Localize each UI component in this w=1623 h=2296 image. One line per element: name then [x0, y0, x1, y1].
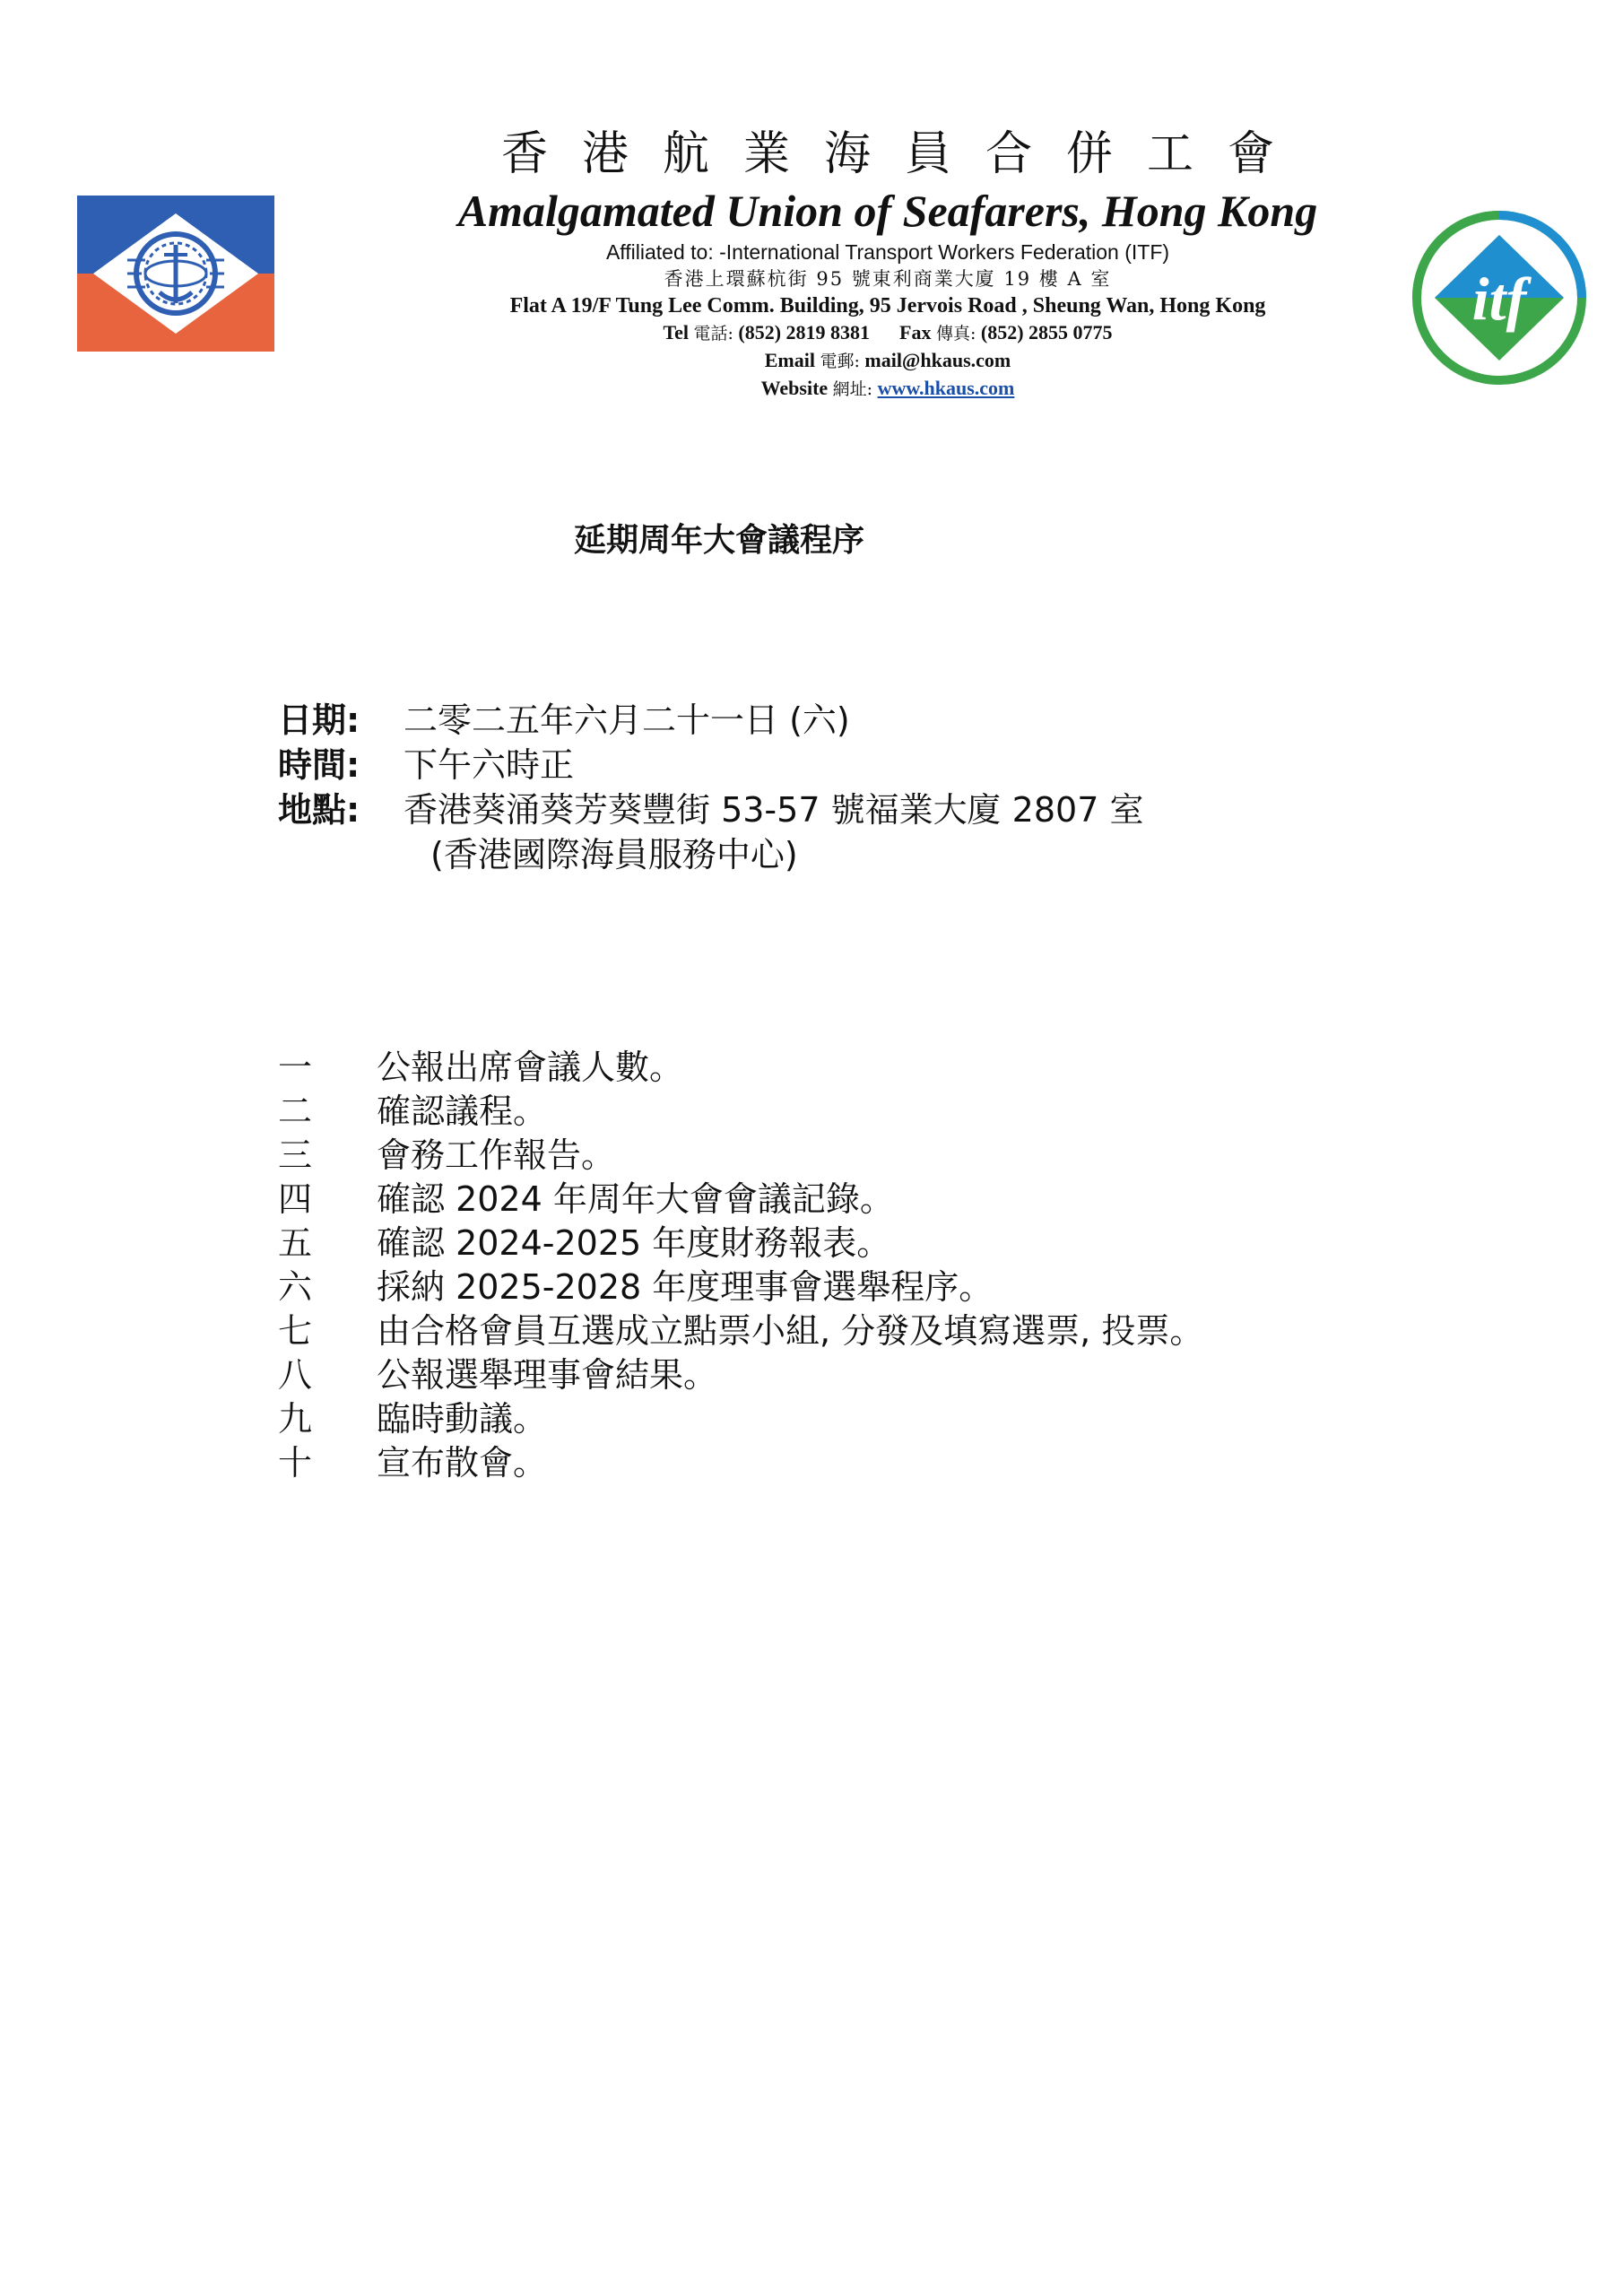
org-name-zh: 香港航業海員合併工會 [500, 127, 1308, 181]
agenda-number: 二 [278, 1091, 313, 1131]
venue-value: 香港葵涌葵芳葵豐街 53-57 號福業大廈 2807 室 [404, 790, 1144, 830]
document-title: 延期周年大會議程序 [574, 522, 865, 559]
agenda-number: 八 [278, 1355, 313, 1395]
agenda-text: 公報出席會議人數。 [377, 1048, 684, 1087]
meeting-info [278, 698, 1143, 877]
agenda-text: 由合格會員互選成立點票小組, 分發及填寫選票, 投票。 [377, 1311, 1204, 1351]
date-value: 二零二五年六月二十一日 (六) [404, 700, 850, 740]
website-link[interactable]: www.hkaus.com [877, 377, 1015, 399]
time-value: 下午六時正 [404, 745, 575, 785]
agenda-text: 會務工作報告。 [377, 1135, 616, 1175]
agenda-text: 確認 2024-2025 年度財務報表。 [377, 1223, 891, 1263]
agenda-text: 採納 2025-2028 年度理事會選舉程序。 [377, 1267, 994, 1307]
tel-label-zh: 電話: [693, 324, 733, 344]
website-line [377, 375, 1399, 403]
venue-row [278, 787, 1143, 832]
date-row [278, 698, 1143, 743]
fax-label-zh: 傳真: [935, 324, 976, 344]
agenda-list [278, 1046, 1203, 1485]
email-address: mail@hkaus.com [864, 349, 1011, 371]
agenda-item [278, 1441, 1203, 1485]
agenda-item [278, 1309, 1203, 1353]
agenda-text: 公報選舉理事會結果。 [377, 1355, 718, 1395]
letterhead [377, 126, 1399, 403]
tel-number: (852) 2819 8381 [738, 321, 871, 344]
agenda-item [278, 1178, 1203, 1222]
venue-note: (香港國際海員服務中心) [430, 835, 798, 874]
email-label: Email [764, 349, 815, 371]
time-label: 時間: [278, 745, 360, 785]
fax-label: Fax [899, 321, 932, 344]
agenda-text: 宣布散會。 [377, 1443, 548, 1483]
agenda-item [278, 1090, 1203, 1134]
agenda-number: 七 [278, 1311, 313, 1351]
email-label-zh: 電郵: [820, 352, 860, 371]
website-label: Website [760, 377, 829, 399]
tel-label: Tel [663, 321, 689, 344]
agenda-item [278, 1353, 1203, 1397]
agenda-number: 四 [278, 1179, 313, 1219]
agenda-item [278, 1134, 1203, 1178]
agenda-item [278, 1397, 1203, 1441]
agenda-number: 六 [278, 1267, 313, 1307]
agenda-number: 三 [278, 1135, 313, 1175]
agenda-number: 九 [278, 1399, 313, 1439]
venue-label: 地點: [278, 790, 360, 830]
address-zh: 香港上環蘇杭街 95 號東利商業大廈 19 樓 A 室 [664, 268, 1112, 290]
agenda-number: 十 [278, 1443, 313, 1483]
agenda-text: 臨時動議。 [377, 1399, 548, 1439]
website-label-zh: 網址: [832, 379, 873, 399]
agenda-item [278, 1265, 1203, 1309]
agenda-text: 確認議程。 [377, 1091, 548, 1131]
union-logo [77, 196, 274, 352]
org-name-en: Amalgamated Union of Seafarers, Hong Kong [457, 186, 1318, 236]
email-line [377, 347, 1399, 375]
agenda-item [278, 1046, 1203, 1090]
itf-logo [1411, 210, 1587, 386]
agenda-text: 確認 2024 年周年大會會議記錄。 [377, 1179, 894, 1219]
address-en: Flat A 19/F Tung Lee Comm. Building, 95 Jervois Road , Sheung Wan, Hong Kong [509, 294, 1266, 317]
affiliation: Affiliated to: -International Transport Workers Federation (ITF) [605, 240, 1170, 264]
time-row [278, 743, 1143, 787]
fax-number: (852) 2855 0775 [980, 321, 1113, 344]
date-label: 日期: [278, 700, 360, 740]
agenda-item [278, 1222, 1203, 1265]
agenda-number: 五 [278, 1223, 313, 1263]
phone-fax-line [377, 319, 1399, 347]
itf-logo-text: itf [1471, 265, 1527, 333]
agenda-number: 一 [278, 1048, 313, 1087]
